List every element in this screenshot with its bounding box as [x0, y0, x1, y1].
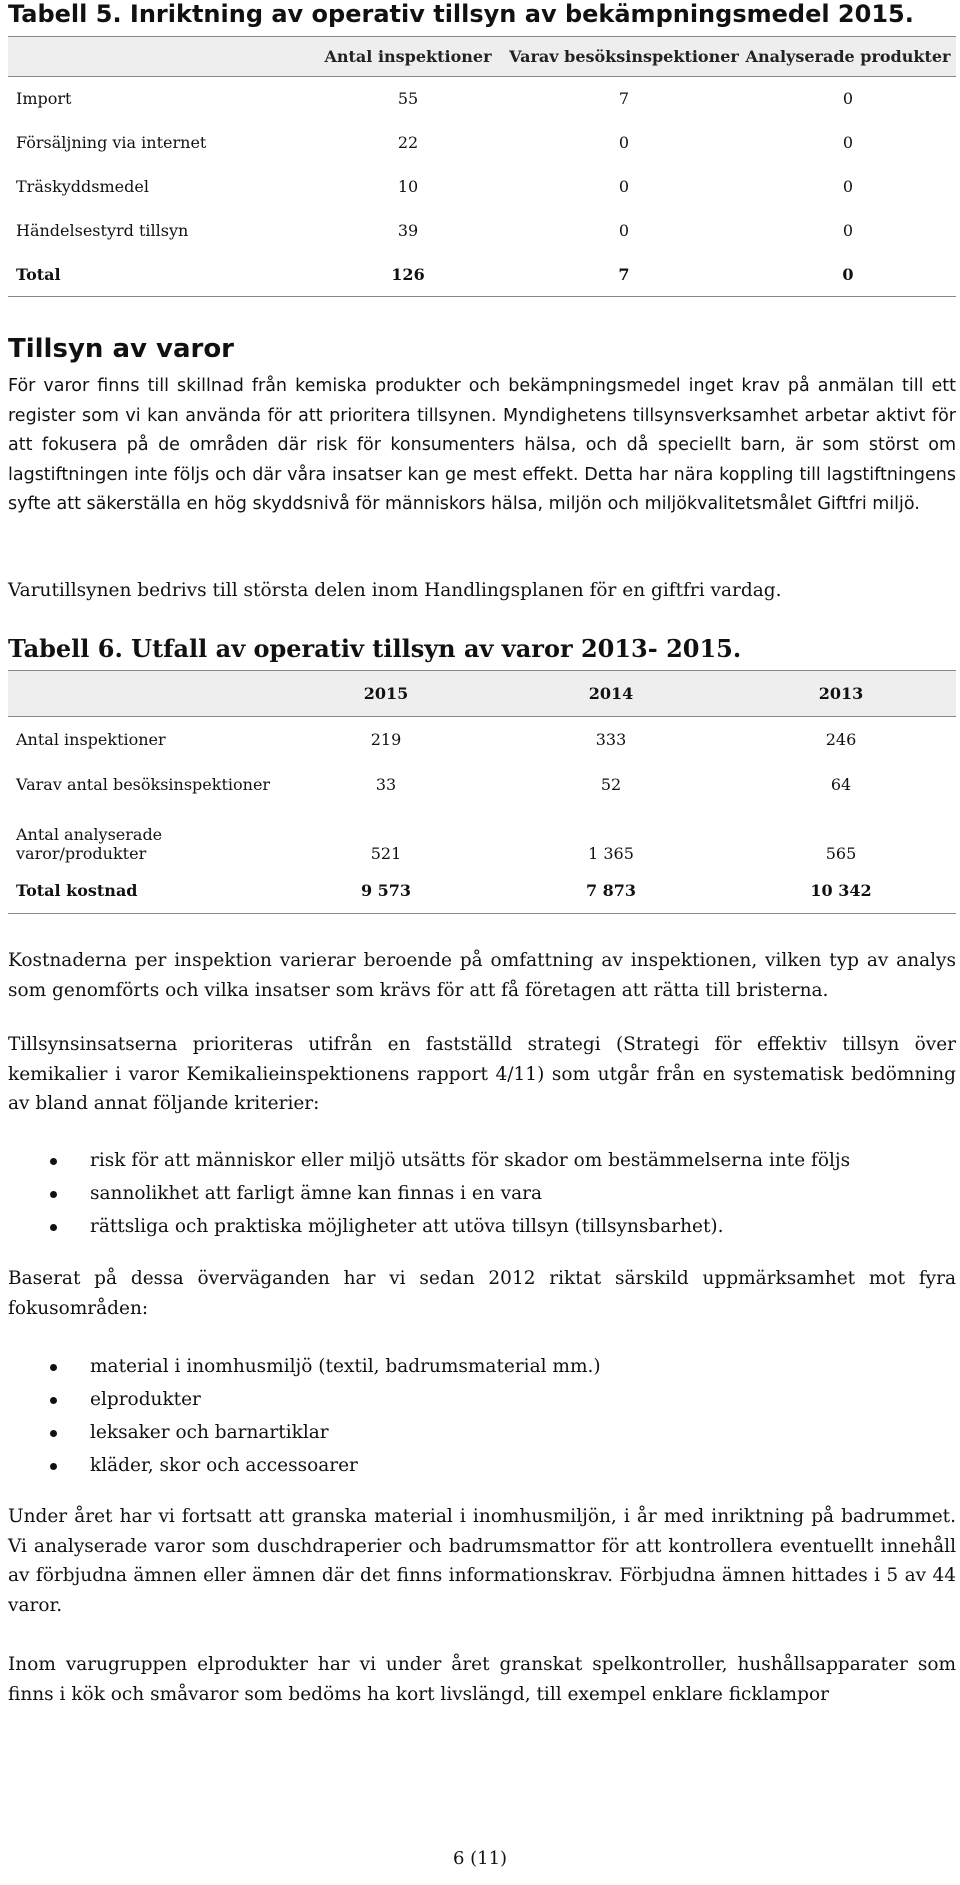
- table-row: [8, 121, 956, 165]
- cell: 33: [375, 774, 397, 794]
- cell: 10 342: [810, 881, 872, 901]
- table-total-row: [8, 253, 956, 297]
- table-row: [8, 165, 956, 209]
- paragraph-indoor-materials: Under året har vi fortsatt att granska material i inomhusmiljön, i år med inriktning på badrummet. Vi analyserade varor som duschdraperier och badrumsmattor för att kontrollera eventuellt innehåll av förbjudna ämnen eller ämnen där det finns informationskrav. Förbjudna ämnen hittades i 5 av 44 varor.: [8, 1506, 956, 1616]
- cell: 333: [595, 729, 627, 749]
- row-label: Händelsestyrd tillsyn: [16, 221, 189, 240]
- cell: 246: [825, 729, 857, 749]
- paragraph-strategy: Tillsynsinsatserna prioriteras utifrån en fastställd strategi (Strategi för effektiv tillsyn över kemikalier i varor Kemikalieinspektionens rapport 4/11) som utgår från en systematisk bedömning av bland annat följande kriterier:: [8, 1034, 956, 1114]
- table5-col-inspections: Antal inspektioner: [324, 47, 492, 66]
- table6-heading: Tabell 6. Utfall av operativ tillsyn av varor 2013- 2015.: [8, 634, 742, 663]
- cell: 39: [397, 221, 419, 240]
- table-row: [8, 762, 956, 807]
- row-label: Import: [16, 89, 72, 109]
- cell: 52: [600, 774, 622, 794]
- cell: 126: [391, 264, 425, 284]
- cell: 0: [618, 221, 630, 240]
- table6-col-label: [8, 671, 276, 717]
- cell: 0: [842, 264, 854, 284]
- table-row: [8, 807, 956, 869]
- row-label: Total kostnad: [16, 881, 138, 901]
- cell: 55: [397, 89, 419, 109]
- cell: 1 365: [588, 843, 634, 863]
- list-item: sannolikhet att farligt ämne kan finnas i en vara: [8, 1177, 956, 1210]
- table-total-row: [8, 869, 956, 914]
- table5-col-analysed: Analyserade produkter: [745, 47, 951, 66]
- cell: 7 873: [585, 881, 637, 901]
- paragraph-focus-intro: Baserat på dessa överväganden har vi sedan 2012 riktat särskild uppmärksamhet mot fyra fokusområden:: [8, 1268, 956, 1319]
- cell: 0: [842, 221, 854, 240]
- row-label: Varav antal besöksinspektioner: [16, 774, 271, 794]
- row-label: Försäljning via internet: [16, 133, 207, 152]
- cell: 0: [842, 89, 854, 109]
- list-item: kläder, skor och accessoarer: [8, 1449, 956, 1482]
- criteria-list: [8, 1144, 956, 1243]
- table5-col-visits: Varav besöksinspektioner: [509, 47, 739, 66]
- table6: [8, 670, 956, 914]
- table-row: [8, 209, 956, 253]
- row-label: Antal inspektioner: [16, 729, 166, 749]
- cell: 7: [618, 89, 630, 109]
- cell: 0: [842, 133, 854, 152]
- table-row: [8, 717, 956, 762]
- table6-header-row: [8, 671, 956, 717]
- focus-list: [8, 1350, 956, 1482]
- list-item: material i inomhusmiljö (textil, badrumsmaterial mm.): [8, 1350, 956, 1383]
- cell: 22: [397, 133, 419, 152]
- paragraph-electronics: Inom varugruppen elprodukter har vi under året granskat spelkontroller, hushållsapparater som finns i kök och småvaror som bedöms ha kort livslängd, till exempel enklare ficklampor: [8, 1654, 956, 1705]
- row-label: Antal analyserade varor/produkter: [16, 824, 163, 863]
- paragraph-costs: Kostnaderna per inspektion varierar beroende på omfattning av inspektionen, vilken typ av analys som genomförts och vilka insatser som krävs för att få företagen att rätta till bristerna.: [8, 950, 956, 1001]
- cell: 0: [618, 177, 630, 196]
- row-label: Träskyddsmedel: [16, 177, 149, 196]
- table5-heading: Tabell 5. Inriktning av operativ tillsyn av bekämpningsmedel 2015.: [8, 0, 914, 28]
- list-item: risk för att människor eller miljö utsätts för skador om bestämmelserna inte följs: [8, 1144, 956, 1177]
- cell: 0: [842, 177, 854, 196]
- cell: 219: [370, 729, 402, 749]
- table6-col-2014: 2014: [588, 684, 634, 703]
- table5: [8, 36, 956, 297]
- page-number: 6 (11): [452, 1848, 508, 1869]
- cell: 9 573: [360, 881, 412, 901]
- paragraph-action-plan: Varutillsynen bedrivs till största delen inom Handlingsplanen för en giftfri vardag.: [8, 580, 782, 601]
- list-item: elprodukter: [8, 1383, 956, 1416]
- cell: 7: [618, 264, 630, 284]
- paragraph-goods-supervision: För varor finns till skillnad från kemiska produkter och bekämpningsmedel inget krav på anmälan till ett register som vi kan använda för att prioritera tillsynen. Myndighetens tillsynsverksamhet arbetar aktivt för att fokusera på de områden där risk för konsumenters hälsa, och då speciellt barn, är som störst om lagstiftningen inte följs och där våra insatser kan ge mest effekt. Detta har nära koppling till lagstiftningens syfte att säkerställa en hög skyddsnivå för människors hälsa, miljön och miljökvalitetsmålet Giftfri miljö.: [8, 376, 956, 514]
- section-heading: Tillsyn av varor: [8, 334, 235, 364]
- list-item: leksaker och barnartiklar: [8, 1416, 956, 1449]
- cell: 64: [830, 774, 852, 794]
- row-label: Total: [16, 264, 61, 284]
- cell: 0: [618, 133, 630, 152]
- table5-header-row: [8, 37, 956, 77]
- cell: 521: [370, 843, 402, 863]
- table6-col-2015: 2015: [363, 684, 409, 703]
- cell: 10: [397, 177, 419, 196]
- table6-col-2013: 2013: [818, 684, 864, 703]
- cell: 565: [825, 843, 857, 863]
- list-item: rättsliga och praktiska möjligheter att utöva tillsyn (tillsynsbarhet).: [8, 1210, 956, 1243]
- table5-col-label: [8, 37, 308, 77]
- table-row: [8, 77, 956, 121]
